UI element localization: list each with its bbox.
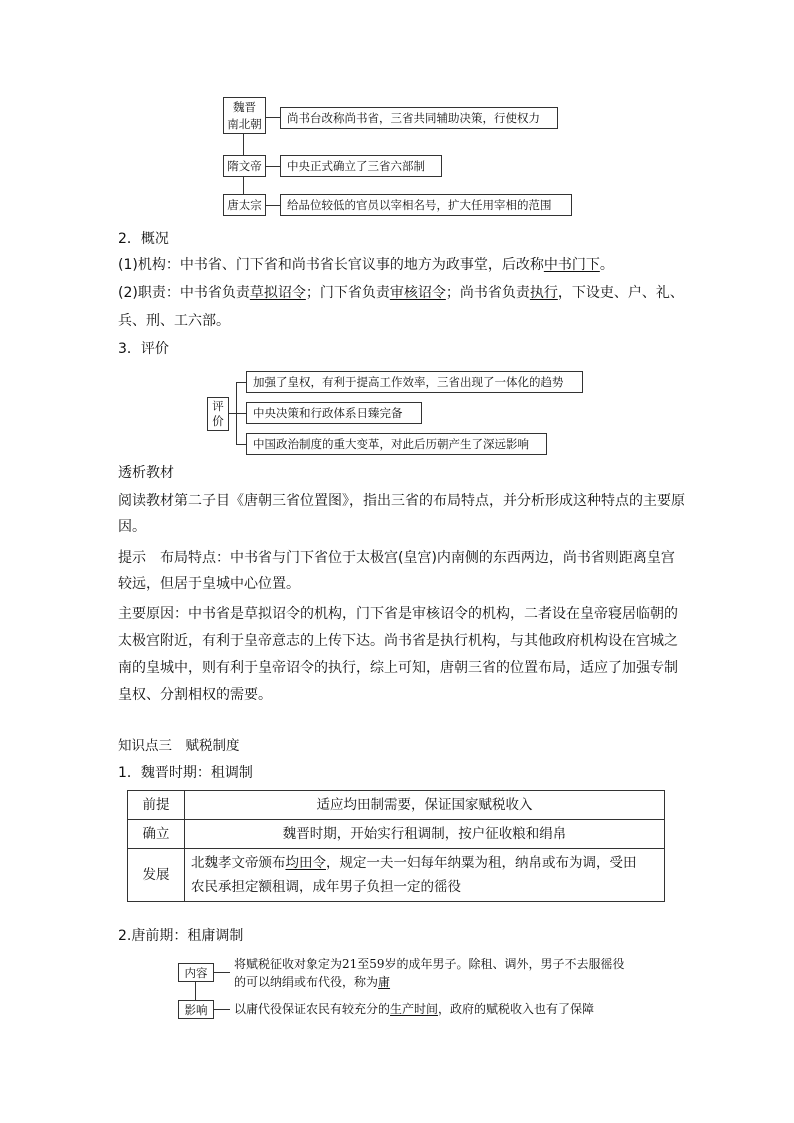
section-title-evaluation: 3．评价 xyxy=(118,341,169,357)
subsection-tang: 2.唐前期：租庸调制 xyxy=(118,928,244,944)
analysis-reason-2: 太极宫附近，有利于皇帝意志的上传下达。尚书省是执行机构，与其他政府机构设在宫城之 xyxy=(118,633,678,649)
node-suiwendi: 隋文帝 xyxy=(223,155,266,177)
analysis-reason-4: 皇权、分割相权的需要。 xyxy=(118,687,272,703)
section-title-overview: 2．概况 xyxy=(118,231,169,247)
analysis-heading: 透析教材 xyxy=(118,465,174,481)
paragraph-duties-cont: 兵、刑、工六部。 xyxy=(118,313,230,329)
table-header-cell: 发展 xyxy=(128,849,185,902)
analysis-hint: 提示 布局特点：中书省与门下省位于太极宫(皇宫)内南侧的东西两边，尚书省则距离皇宫 xyxy=(118,550,675,566)
analysis-question: 阅读教材第二子目《唐朝三省位置图》，指出三省的布局特点，并分析形成这种特点的主要原 xyxy=(118,493,685,509)
analysis-question-cont: 因。 xyxy=(118,519,146,535)
table-header-cell: 前提 xyxy=(128,791,185,820)
eval-item-3: 中国政治制度的重大变革，对此后历朝产生了深远影响 xyxy=(246,433,547,455)
eval-label: 评 价 xyxy=(207,397,229,431)
desc-weijin: 尚书台改称尚书省，三省共同辅助决策，行使权力 xyxy=(280,107,558,129)
analysis-reason-3: 南的皇城中，则有利于皇帝诏令的执行，综上可知，唐朝三省的位置布局，适应了加强专制 xyxy=(118,660,678,676)
table-header-cell: 确立 xyxy=(128,820,185,849)
paragraph-institution: (1)机构：中书省、门下省和尚书省长官议事的地方为政事堂，后改称中书门下。 xyxy=(118,257,614,273)
knowledge-heading: 知识点三 赋税制度 xyxy=(118,738,240,754)
table-row xyxy=(128,820,665,849)
table-row xyxy=(128,849,665,902)
analysis-hint-cont: 较远，但居于皇城中心位置。 xyxy=(118,576,300,592)
content-text: 将赋税征收对象定为21至59岁的成年男子。除租、调外，男子不去服徭役 的可以纳绢或布代役，称为庸 xyxy=(234,957,625,989)
paragraph-duties: (2)职责：中书省负责草拟诏令；门下省负责审核诏令；尚书省负责执行，下设吏、户、礼、 xyxy=(118,285,684,301)
desc-tangtaizong: 给品位较低的官员以宰相名号，扩大任用宰相的范围 xyxy=(280,194,572,216)
table-cell: 适应均田制需要，保证国家赋税收入 xyxy=(185,791,665,820)
label-content: 内容 xyxy=(178,963,214,982)
label-impact: 影响 xyxy=(178,1000,214,1019)
analysis-reason-1: 主要原因：中书省是草拟诏令的机构，门下省是审核诏令的机构，二者设在皇帝寝居临朝的 xyxy=(118,606,678,622)
table-cell: 北魏孝文帝颁布均田令，规定一夫一妇每年纳粟为租，纳帛或布为调，受田 农民承担定额租调，成年男子负担一定的徭役 xyxy=(185,849,665,902)
table-cell: 魏晋时期，开始实行租调制，按户征收粮和绢帛 xyxy=(185,820,665,849)
eval-item-1: 加强了皇权，有利于提高工作效率，三省出现了一体化的趋势 xyxy=(246,371,583,393)
eval-item-2: 中央决策和行政体系日臻完备 xyxy=(246,402,422,424)
subsection-weijin: 1．魏晋时期：租调制 xyxy=(118,765,253,781)
node-weijin: 魏晋 南北朝 xyxy=(223,97,266,134)
node-tangtaizong: 唐太宗 xyxy=(223,194,266,216)
table-row xyxy=(128,791,665,820)
impact-text: 以庸代役保证农民有较充分的生产时间，政府的赋税收入也有了保障 xyxy=(234,1002,595,1016)
desc-suiwendi: 中央正式确立了三省六部制 xyxy=(280,155,442,177)
tax-table xyxy=(127,790,665,902)
